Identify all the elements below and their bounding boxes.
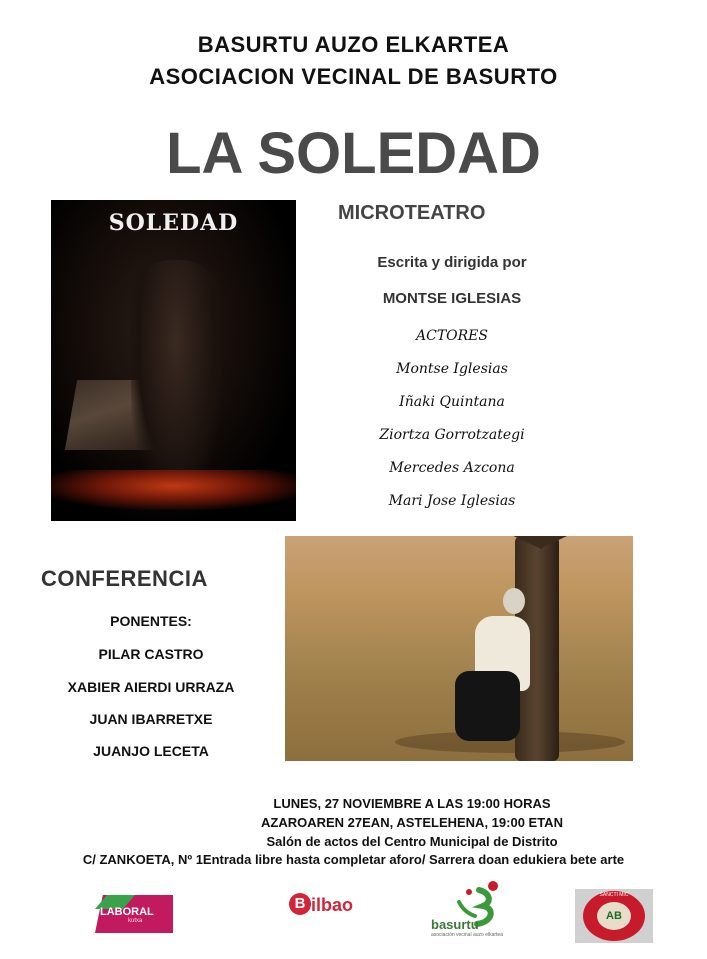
event-title: LA SOLEDAD bbox=[166, 121, 541, 186]
actor-item: Iñaki Quintana bbox=[399, 394, 505, 410]
written-by-label: Escrita y dirigida por bbox=[377, 254, 527, 271]
actor-item: Ziortza Gorrotzategi bbox=[379, 427, 525, 443]
organization-name-basque: BASURTU AUZO ELKARTEA bbox=[197, 32, 510, 57]
event-venue: Salón de actos del Centro Municipal de Distrito bbox=[266, 834, 558, 849]
actors-heading: ACTORES bbox=[416, 328, 488, 344]
elderly-man-under-tree-photo bbox=[285, 536, 633, 761]
event-address: C/ ZANKOETA, Nº 1Entrada libre hasta completar aforo/ Sarrera doan edukiera bete arte bbox=[82, 852, 625, 867]
speaker-item: JUANJO LECETA bbox=[93, 743, 209, 759]
association-seal-center: AB bbox=[597, 902, 631, 930]
photo-bag bbox=[455, 671, 520, 741]
laboral-kutxa-logo-text: LABORAL bbox=[100, 906, 154, 918]
basurtu-logo-subtext: asociación vecinal auzo elkartea bbox=[431, 932, 503, 938]
speaker-item: XABIER AIERDI URRAZA bbox=[67, 679, 235, 695]
actor-item: Montse Iglesias bbox=[396, 361, 508, 377]
event-date-basque: AZAROAREN 27EAN, ASTELEHENA, 19:00 ETAN bbox=[261, 815, 563, 830]
actor-item: Mercedes Azcona bbox=[389, 460, 515, 476]
photo-man-head bbox=[503, 588, 525, 614]
photo-tree-branch bbox=[537, 536, 587, 547]
organization-name-spanish: ASOCIACION VECINAL DE BASURTO bbox=[149, 64, 558, 89]
bilbao-logo-text: ilbao bbox=[311, 895, 354, 915]
speakers-heading: PONENTES: bbox=[110, 613, 192, 629]
laboral-kutxa-logo-subtext: kutxa bbox=[128, 918, 143, 924]
basurtu-logo-text: basurtu bbox=[431, 917, 479, 932]
actor-item: Mari Jose Iglesias bbox=[388, 493, 516, 509]
bilbao-logo-mark: B bbox=[289, 893, 311, 915]
author-name: MONTSE IGLESIAS bbox=[382, 290, 522, 307]
association-seal-top-text: SANCTI MIC bbox=[599, 892, 629, 898]
conferencia-heading: CONFERENCIA bbox=[41, 566, 208, 591]
speaker-item: PILAR CASTRO bbox=[98, 646, 204, 662]
speaker-item: JUAN IBARRETXE bbox=[89, 711, 213, 727]
microteatro-heading: MICROTEATRO bbox=[338, 202, 486, 224]
event-date-spanish: LUNES, 27 NOVIEMBRE A LAS 19:00 HORAS bbox=[273, 796, 551, 811]
poster-title: SOLEDAD bbox=[108, 210, 239, 236]
